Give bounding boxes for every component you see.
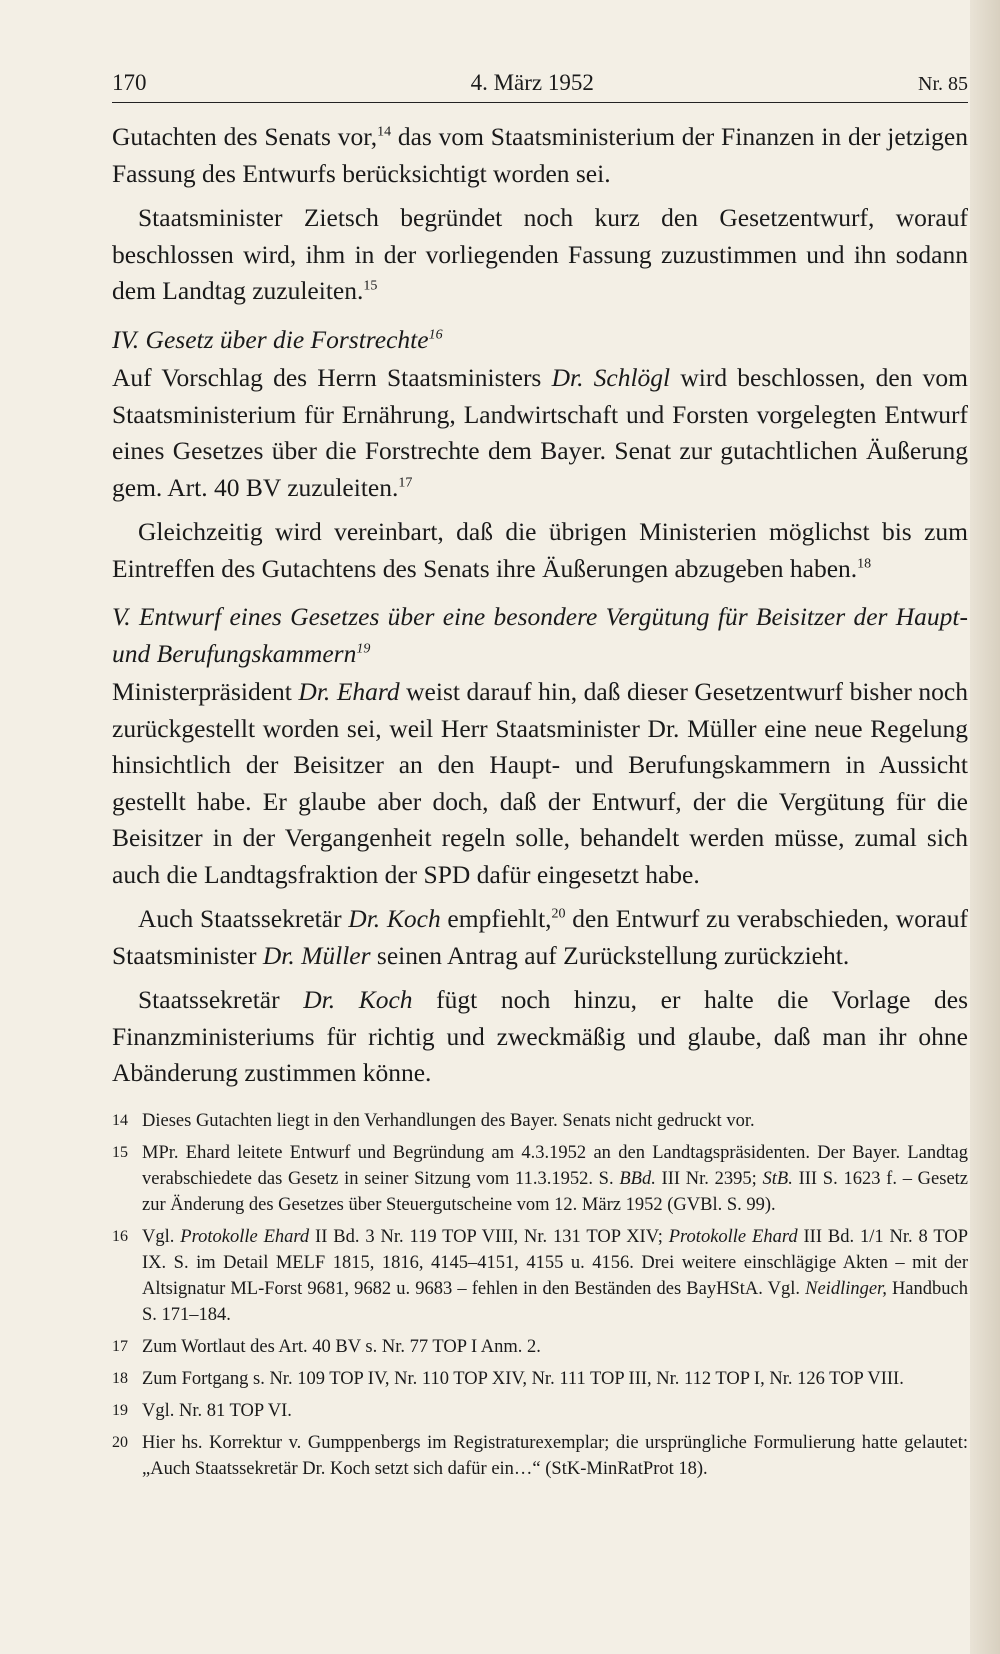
protocol-number: Nr. 85 <box>918 73 968 95</box>
paragraph: Staatssekretär Dr. Koch fügt noch hinzu, er halte die Vorlage des Finanzministeriums für richtig und zweckmäßig und glaube, daß man ihr ohne Abänderung zustimmen könne. <box>112 985 968 1087</box>
footnote: 14 Dieses Gutachten liegt in den Verhandlungen des Bayer. Senats nicht gedruckt vor. <box>112 1108 968 1134</box>
section-heading: IV. Gesetz über die Forstrechte$^{16}$ <box>112 324 443 354</box>
page-number: 170 <box>112 70 147 95</box>
paragraph: Auf Vorschlag des Herrn Staatsministers Dr. Schlögl wird beschlossen, den vom Staatsministerium für Ernährung, Landwirtschaft und Forsten vorgelegten Entwurf eines Gesetzes über die Forstrechte dem Bayer. Senat zur gutachtlichen Äußerung gem. Art. 40 BV zuzuleiten.$^{17}$ <box>112 363 969 502</box>
footnote: 20 Hier hs. Korrektur v. Gumppenbergs im Registraturexemplar; die ursprüngliche Formulierung hatte gelautet: „Auch Staatssekretär Dr. Koch setzt sich dafür ein…“ (StK-MinRatProt 18). <box>112 1430 968 1482</box>
paragraph: Ministerpräsident Dr. Ehard weist darauf hin, daß dieser Gesetzentwurf bisher noch zurückgestellt worden sei, weil Herr Staatsminister Dr. Müller eine neue Regelung hinsichtlich der Beisitzer an den Haupt- und Berufungskammern in Aussicht gestellt habe. Er glaube aber doch, daß der Entwurf, der die Vergütung für die Beisitzer in der Vergangenheit regeln solle, behandelt werden müsse, zumal sich auch die Landtagsfraktion der SPD dafür eingesetzt habe. <box>112 677 968 889</box>
footnote-number: 17 <box>112 1337 128 1355</box>
footnote-ref: 20 <box>551 906 566 922</box>
running-header <box>112 70 968 103</box>
footnote-ref: 18 <box>857 556 872 571</box>
footnote-ref: 17 <box>398 475 413 490</box>
footnote-number: 14 <box>112 1111 128 1129</box>
section-heading: V. Entwurf eines Gesetzes über eine besondere Vergütung für Beisitzer der Haupt- und Berufungskammern$^{19}$ <box>112 602 968 668</box>
footnote-ref: 14 <box>377 124 392 140</box>
footnote: 16 Vgl. Protokolle Ehard II Bd. 3 Nr. 119 TOP VIII, Nr. 131 TOP XIV; Protokolle Ehard III Bd. 1/1 Nr. 8 TOP IX. S. im Detail MELF 1815, 1816, 4145–4151, 4155 u. 4156. Drei weitere einschlägige Akten – mit der Altsignatur ML-Forst 9681, 9682 u. 9683 – fehlen in den Beständen des BayHStA. Vgl. Neidlinger, Handbuch S. 171–184. <box>112 1224 968 1328</box>
page-edge-shadow <box>970 0 1000 1654</box>
paragraph: Gleichzeitig wird vereinbart, daß die übrigen Ministerien möglichst bis zum Eintreffen des Gutachtens des Senats ihre Äußerungen abzugeben haben.$^{18}$ <box>112 517 968 583</box>
document-page <box>112 70 968 1488</box>
footnote-number: 18 <box>112 1369 128 1387</box>
footnote: 17 Zum Wortlaut des Art. 40 BV s. Nr. 77 TOP I Anm. 2. <box>112 1334 968 1360</box>
footnotes <box>112 1108 968 1482</box>
paragraph: Auch Staatssekretär Dr. Koch empfiehlt,$^{20}$ den Entwurf zu verabschieden, worauf Staatsminister Dr. Müller seinen Antrag auf Zurückstellung zurückzieht. <box>112 904 968 970</box>
footnote: 18 Zum Fortgang s. Nr. 109 TOP IV, Nr. 110 TOP XIV, Nr. 111 TOP III, Nr. 112 TOP I, Nr. 126 TOP VIII. <box>112 1366 968 1392</box>
footnote-number: 15 <box>112 1143 128 1161</box>
footnote: 15 MPr. Ehard leitete Entwurf und Begründung am 4.3.1952 an den Landtagspräsidenten. Der Bayer. Landtag verabschiedete das Gesetz in seiner Sitzung vom 11.3.1952. S. BBd. III Nr. 2395; StB. III S. 1623 f. – Gesetz zur Änderung des Gesetzes über Steuergutscheine vom 12. März 1952 (GVBl. S. 99). <box>112 1140 968 1218</box>
footnote-number: 19 <box>112 1401 128 1419</box>
paragraph: Gutachten des Senats vor,$^{14}$ das vom Staatsministerium der Finanzen in der jetzigen Fassung des Entwurfs berücksichtigt worden sei. <box>112 122 968 188</box>
footnote-number: 16 <box>112 1227 128 1245</box>
paragraph: Staatsminister Zietsch begründet noch kurz den Gesetzentwurf, worauf beschlossen wird, ihm in der vorliegenden Fassung zuzustimmen und ihn sodann dem Landtag zuzuleiten.$^{15}$ <box>112 203 968 305</box>
footnote-number: 20 <box>112 1433 128 1451</box>
main-text <box>112 119 968 1092</box>
footnote-ref: 15 <box>363 278 378 294</box>
header-date: 4. März 1952 <box>470 70 594 95</box>
footnote-ref: 19 <box>356 641 371 656</box>
footnote: 19 Vgl. Nr. 81 TOP VI. <box>112 1398 968 1424</box>
footnote-ref: 16 <box>428 327 443 342</box>
